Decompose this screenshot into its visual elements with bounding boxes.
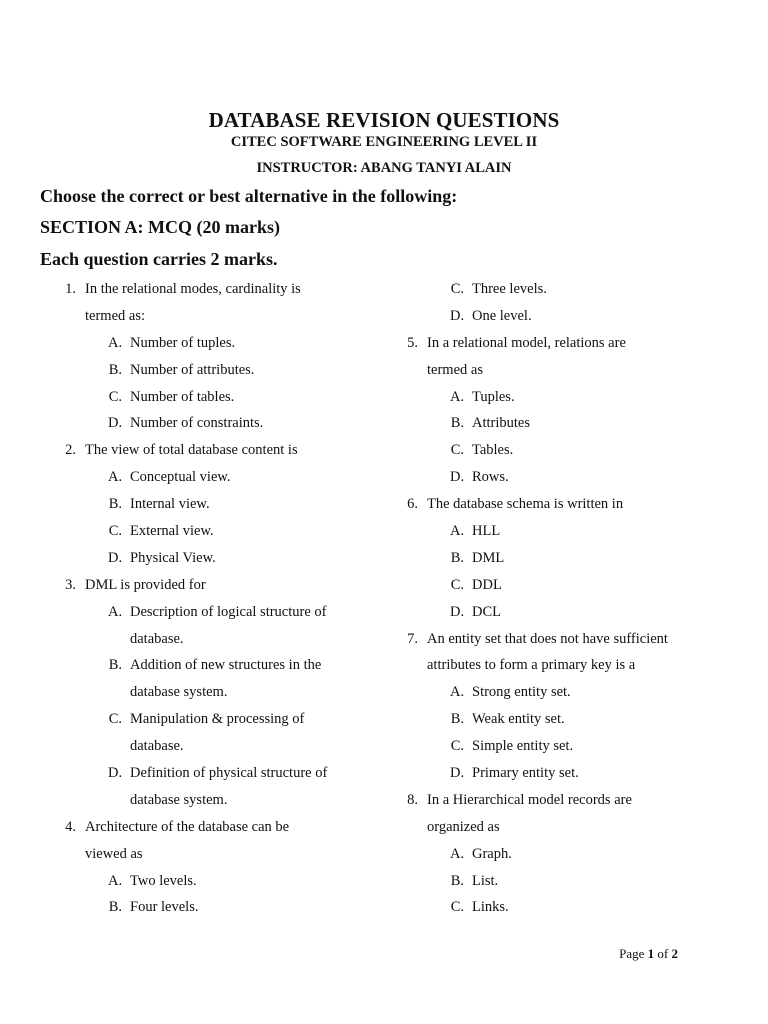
option-line [58,361,378,388]
question-line [58,576,378,603]
option-letter: C. [450,281,464,297]
option-letter: A. [450,388,465,405]
option-line [400,576,700,603]
question-number: 7. [407,630,418,647]
option-letter: D. [108,549,123,566]
question-continuation [58,307,378,334]
continuation-text: database system. [130,791,228,808]
option-text: Four levels. [130,899,199,916]
option-text: Links. [472,899,509,916]
option-text: One level. [472,307,532,324]
question-number: 2. [65,442,76,459]
continuation-text: attributes to form a primary key is a [427,657,636,674]
option-letter: B. [450,415,464,432]
option-letter: C. [450,899,464,916]
option-letter: B. [450,711,464,728]
option-letter: B. [108,899,122,916]
option-line [400,710,700,737]
option-letter: C. [450,738,464,755]
option-letter: C. [450,576,464,593]
continuation-text: viewed as [85,845,143,862]
option-text: Manipulation & processing of [130,711,305,728]
option-letter: A. [450,523,465,540]
option-continuation [58,791,378,818]
option-line [400,280,700,307]
option-line [400,683,700,710]
question-line [400,791,700,818]
option-line [400,764,700,791]
section-heading: SECTION A: MCQ (20 marks) [40,217,281,237]
course-subtitle: CITEC SOFTWARE ENGINEERING LEVEL II [230,134,538,150]
question-continuation [400,818,700,845]
question-number: 5. [407,334,418,351]
option-line [58,468,378,495]
continuation-text: organized as [427,818,500,835]
question-continuation [400,361,700,388]
option-letter: A. [108,603,123,620]
option-text: Primary entity set. [472,765,579,782]
option-line [400,845,700,872]
continuation-text: database system. [130,684,228,701]
option-line [400,307,700,334]
question-line [400,495,700,522]
option-text: Number of tables. [130,388,235,405]
option-text: Simple entity set. [472,738,574,755]
option-line [400,898,700,925]
option-text: Two levels. [130,872,197,889]
option-letter: B. [108,361,122,378]
option-line [400,737,700,764]
option-text: Attributes [472,415,530,432]
question-line [400,334,700,361]
question-text: In the relational modes, cardinality is [85,281,301,297]
option-line [58,549,378,576]
question-number: 4. [65,818,76,835]
continuation-text: database. [130,630,184,647]
continuation-text: database. [130,738,184,755]
option-letter: A. [450,684,465,701]
option-text: Number of tuples. [130,334,236,351]
option-line [400,872,700,899]
question-text: DML is provided for [85,576,206,593]
instruction-heading: Choose the correct or best alternative in the following: [40,186,458,206]
of-label: of [657,946,669,961]
option-text: Number of constraints. [130,415,264,432]
option-text: DCL [472,603,501,620]
option-line [400,522,700,549]
option-line [58,872,378,899]
option-letter: A. [108,334,123,351]
option-text: Physical View. [130,549,216,566]
option-letter: C. [108,388,122,405]
option-letter: D. [450,307,465,324]
option-letter: A. [450,845,465,862]
option-text: Weak entity set. [472,711,565,728]
question-number: 6. [407,496,418,513]
option-letter: D. [450,603,465,620]
question-number: 8. [407,791,418,808]
option-letter: C. [450,442,464,459]
option-letter: D. [108,415,123,432]
question-line [58,818,378,845]
option-text: List. [472,872,499,889]
option-line [58,764,378,791]
question-line [58,280,378,307]
option-text: Internal view. [130,496,210,513]
option-letter: C. [108,523,122,540]
option-line [58,334,378,361]
marks-heading: Each question carries 2 marks. [40,249,278,269]
option-continuation [58,737,378,764]
option-text: Rows. [472,469,509,486]
question-text: In a Hierarchical model records are [427,791,632,808]
option-text: Definition of physical structure of [130,765,328,782]
option-text: Number of attributes. [130,361,255,378]
option-text: Strong entity set. [472,684,571,701]
question-line [400,630,700,657]
question-text: An entity set that does not have sufficient [427,630,668,647]
page-footer [619,946,678,962]
continuation-text: termed as: [85,307,145,324]
option-text: Description of logical structure of [130,603,327,620]
option-line [58,522,378,549]
option-line [58,898,378,925]
right-question-column [400,280,700,925]
option-line [58,656,378,683]
option-letter: B. [108,657,122,674]
option-letter: D. [450,765,465,782]
option-line [58,414,378,441]
option-text: Tuples. [472,388,515,405]
current-page-number: 1 [647,946,655,961]
left-question-column [58,280,378,925]
option-line [400,603,700,630]
option-line [58,603,378,630]
option-text: DDL [472,576,502,593]
question-number: 3. [65,576,76,593]
instructor-line: INSTRUCTOR: ABANG TANYI ALAIN [256,160,512,176]
option-text: HLL [472,523,501,540]
question-text: The view of total database content is [85,442,298,459]
question-continuation [400,656,700,683]
option-line [400,414,700,441]
option-line [58,495,378,522]
option-line [400,388,700,415]
document-title: DATABASE REVISION QUESTIONS [208,108,560,132]
option-continuation [58,683,378,710]
option-text: DML [472,549,505,566]
option-letter: D. [108,765,123,782]
option-text: Tables. [472,442,514,459]
continuation-text: termed as [427,361,483,378]
question-text: Architecture of the database can be [85,818,290,835]
question-text: In a relational model, relations are [427,334,626,351]
option-letter: B. [450,549,464,566]
option-text: Addition of new structures in the [130,657,322,674]
option-text: Conceptual view. [130,469,231,486]
total-pages-number: 2 [671,946,678,961]
option-letter: D. [450,469,465,486]
option-letter: B. [108,496,122,513]
option-letter: A. [108,872,123,889]
option-letter: B. [450,872,464,889]
option-line [58,710,378,737]
option-line [400,549,700,576]
option-text: External view. [130,523,214,540]
option-line [400,468,700,495]
page-label: Page [619,946,645,961]
option-letter: A. [108,469,123,486]
option-line [400,441,700,468]
option-text: Three levels. [472,281,547,297]
option-continuation [58,630,378,657]
option-line [58,388,378,415]
option-letter: C. [108,711,122,728]
question-continuation [58,845,378,872]
question-line [58,441,378,468]
option-text: Graph. [472,845,512,862]
question-number: 1. [65,281,76,297]
question-text: The database schema is written in [427,496,624,513]
